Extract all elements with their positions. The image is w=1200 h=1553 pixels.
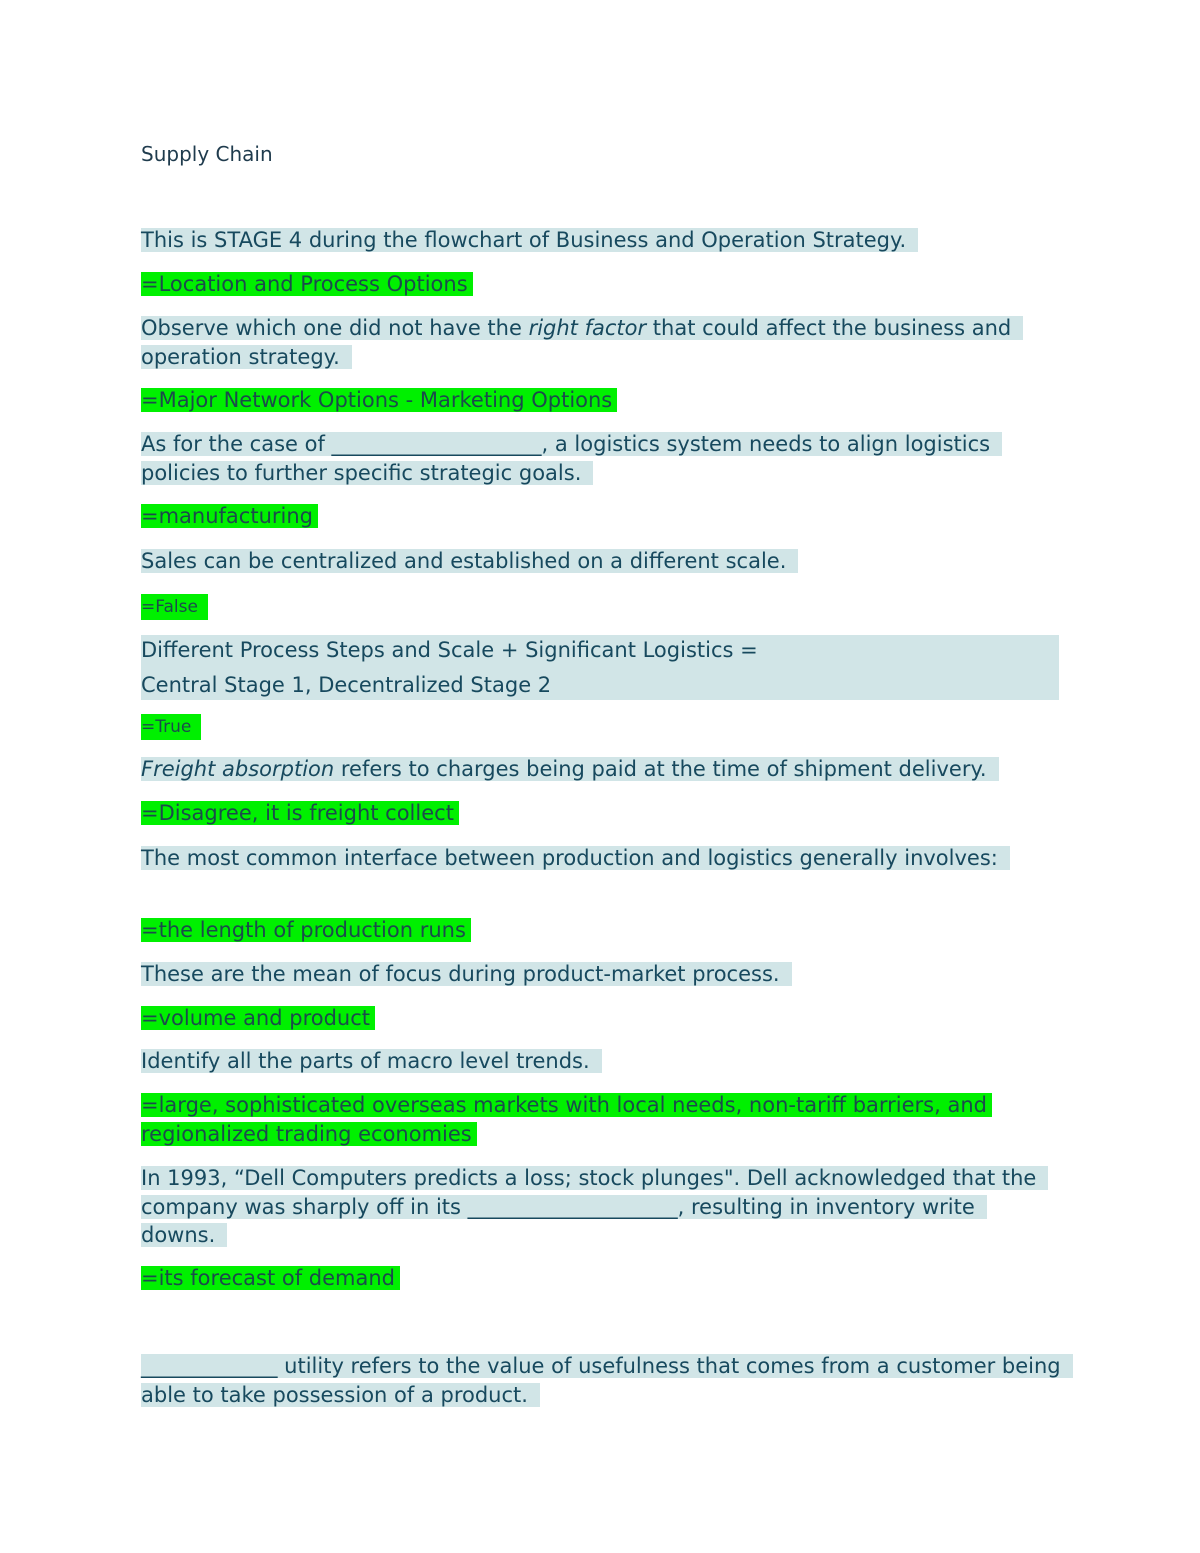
question-9 <box>141 1047 1061 1076</box>
answer-10-text: =its forecast of demand <box>141 1266 400 1290</box>
question-3-text: As for the case of ____________________, a logistics system needs to align logistics policies to further specific strategic goals. <box>141 432 1002 485</box>
question-5 <box>141 635 1059 700</box>
question-10 <box>141 1164 1061 1250</box>
question-8 <box>141 960 1061 989</box>
question-6-text <box>141 757 999 781</box>
question-4-text: Sales can be centralized and established on a different scale. <box>141 549 798 573</box>
document-title: Supply Chain <box>141 142 273 166</box>
answer-4-text: =False <box>141 594 208 620</box>
question-7 <box>141 844 1061 873</box>
question-2-part: Observe which one did not have the <box>141 316 529 340</box>
answer-3 <box>141 502 1061 531</box>
question-9-text: Identify all the parts of macro level trends. <box>141 1049 602 1073</box>
question-5-line-1: Different Process Steps and Scale + Significant Logistics = <box>141 638 758 662</box>
answer-6 <box>141 799 1061 828</box>
question-1-text: This is STAGE 4 during the flowchart of Business and Operation Strategy. <box>141 228 918 252</box>
answer-2-text: =Major Network Options - Marketing Options <box>141 388 617 412</box>
answer-4 <box>141 593 1061 622</box>
answer-1-text: =Location and Process Options <box>141 272 473 296</box>
question-2-part: that could affect the business and operation strategy. <box>141 316 1012 369</box>
question-7-text: The most common interface between production and logistics generally involves: <box>141 846 1010 870</box>
answer-5 <box>141 713 1061 742</box>
question-2-text <box>141 316 1023 369</box>
question-1 <box>141 226 1061 255</box>
answer-6-text: =Disagree, it is freight collect <box>141 801 459 825</box>
answer-8-text: =volume and product <box>141 1006 375 1030</box>
question-11-text: _____________ utility refers to the value of usefulness that comes from a customer being able to take possession of a product. <box>141 1354 1073 1407</box>
answer-2 <box>141 386 1061 415</box>
question-10-text: In 1993, “Dell Computers predicts a loss; stock plunges". Dell acknowledged that the company was sharply off in its ____________________, resulting in inventory write downs. <box>141 1166 1048 1247</box>
question-2-emphasis: right factor <box>528 316 647 340</box>
answer-8 <box>141 1004 1061 1033</box>
answer-10 <box>141 1264 1061 1293</box>
answer-7 <box>141 916 1061 945</box>
answer-1 <box>141 270 1061 299</box>
answer-9-text: =large, sophisticated overseas markets with local needs, non-tariff barriers, and regionalized trading economies <box>141 1093 992 1146</box>
answer-5-text: =True <box>141 714 201 740</box>
answer-7-text: =the length of production runs <box>141 918 471 942</box>
question-5-line-2: Central Stage 1, Decentralized Stage 2 <box>141 673 552 697</box>
answer-3-text: =manufacturing <box>141 504 318 528</box>
answer-9 <box>141 1091 1059 1148</box>
question-2 <box>141 314 1061 371</box>
question-4 <box>141 547 1061 576</box>
question-3 <box>141 430 1061 487</box>
question-6-emphasis: Freight absorption <box>141 757 335 781</box>
question-11 <box>141 1352 1061 1409</box>
question-6-part: refers to charges being paid at the time of shipment delivery. <box>334 757 987 781</box>
question-6 <box>141 755 1061 784</box>
question-8-text: These are the mean of focus during product-market process. <box>141 962 792 986</box>
